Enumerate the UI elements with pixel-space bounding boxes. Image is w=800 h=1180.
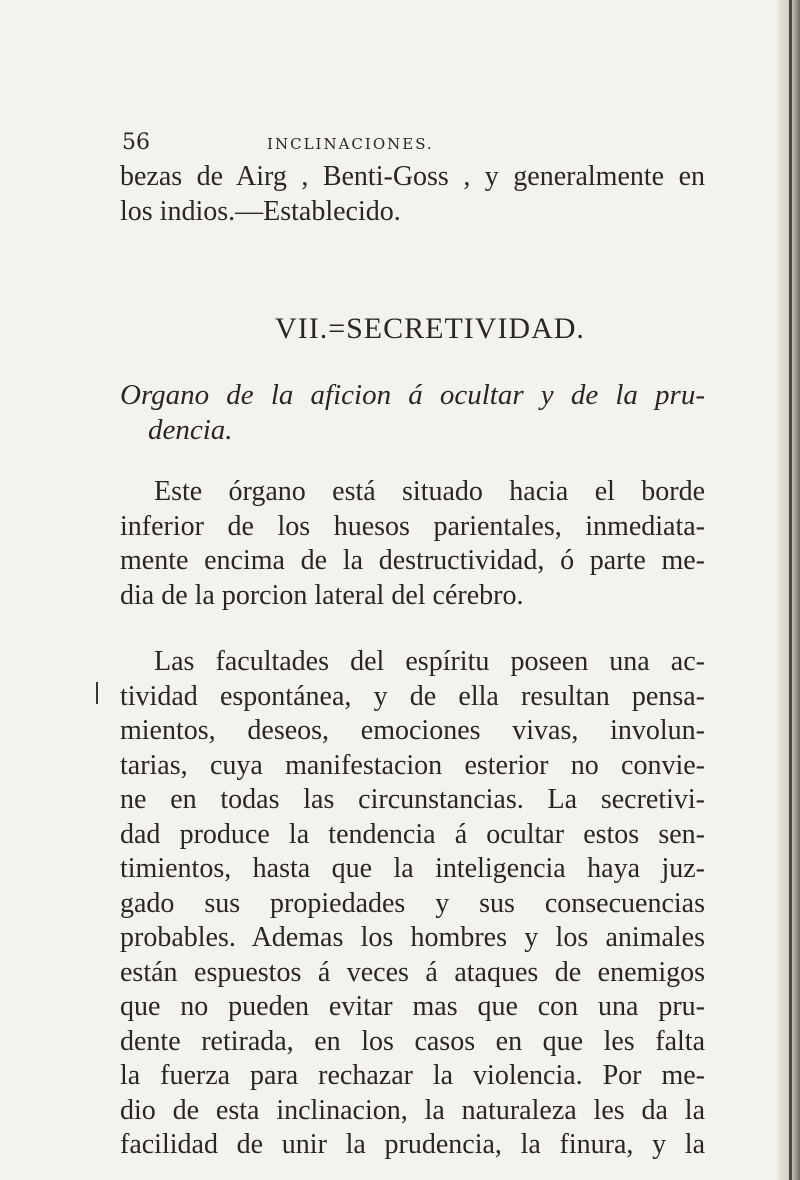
text-line: la fuerza para rechazar la violencia. Por me- xyxy=(120,1060,705,1091)
text-line: inferior de los huesos parientales, inmediata- xyxy=(120,510,705,542)
text-line: dio de esta inclinacion, la naturaleza les da la xyxy=(120,1094,705,1126)
text-line: que no pueden evitar mas que con una pru- xyxy=(120,991,705,1022)
text-line: están espuestos á veces á ataques de enemigos xyxy=(120,956,705,988)
text-line: bezas de Airg , Benti-Goss , y generalmente en xyxy=(120,161,705,192)
section-title: VII.=SECRETIVIDAD. xyxy=(275,312,585,345)
text-line: facilidad de unir la prudencia, la finura, y la xyxy=(120,1129,705,1160)
text-line: timientos, hasta que la inteligencia haya juz- xyxy=(120,853,705,884)
text-line: mientos, deseos, emociones vivas, involun- xyxy=(120,715,705,746)
text-line: Las facultades del espíritu poseen una ac- xyxy=(154,646,705,677)
binding-line xyxy=(789,0,792,1180)
text-line: gado sus propiedades y sus consecuencias xyxy=(120,887,705,919)
subtitle-line: Organo de la aficion á ocultar y de la pru- xyxy=(120,379,705,411)
intro-text xyxy=(120,160,705,229)
text-line: mente encima de la destructividad, ó parte me- xyxy=(120,545,705,576)
paragraph-1 xyxy=(120,475,705,613)
paragraph-2 xyxy=(120,645,705,1163)
text-line: ne en todas las circunstancias. La secretivi- xyxy=(120,784,705,815)
page-number: 56 xyxy=(122,130,150,155)
running-head: INCLINACIONES. xyxy=(267,135,434,153)
page-header xyxy=(122,130,682,155)
text-line: Este órgano está situado hacia el borde xyxy=(154,476,705,507)
text-line: probables. Ademas los hombres y los animales xyxy=(120,922,705,953)
text-line: los indios.—Establecido. xyxy=(120,195,401,227)
subtitle-line: dencia. xyxy=(148,414,233,446)
text-line: tarias, cuya manifestacion esterior no convie- xyxy=(120,749,705,781)
section-subtitle xyxy=(120,378,705,448)
text-line: dad produce la tendencia á ocultar estos sen- xyxy=(120,818,705,850)
text-line: tividad espontánea, y de ella resultan pensa- xyxy=(120,680,705,712)
text-line: dia de la porcion lateral del cérebro. xyxy=(120,579,524,611)
text-line: dente retirada, en los casos en que les falta xyxy=(120,1025,705,1057)
margin-mark xyxy=(96,682,98,704)
